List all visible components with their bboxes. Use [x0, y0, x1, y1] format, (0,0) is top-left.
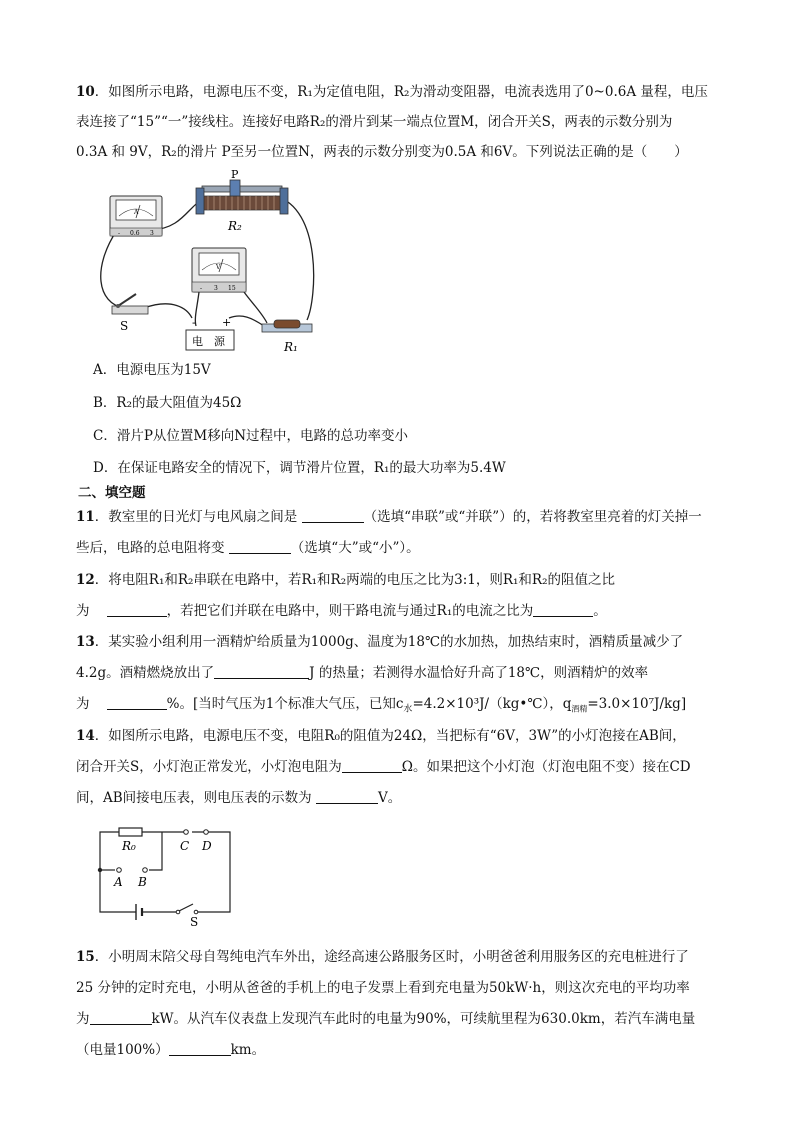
- q12-number: 12: [76, 572, 95, 588]
- q15-text-3b: kW。从汽车仪表盘上发现汽车此时的电量为90%，可续航里程为630.0km，若汽车满电量: [151, 1011, 696, 1027]
- q13-text-2a: 4.2g。酒精燃烧放出了: [76, 665, 215, 681]
- q14-circuit-figure: [92, 820, 242, 929]
- q12-text-1: ．将电阻R₁和R₂串联在电路中，若R₁和R₂两端的电压之比为3:1，则R₁和R₂的阻值之比: [94, 572, 615, 588]
- label-a: A: [114, 875, 123, 889]
- q13-blank-1[interactable]: [214, 664, 309, 679]
- q15-text-1: ．小明周末陪父母自驾纯电汽车外出，途经高速公路服务区时，小明爸爸利用服务区的充电桩进行了: [94, 949, 689, 965]
- switch-blade: [179, 904, 193, 911]
- q10-option-d: D．在保证电路安全的情况下，调节滑片位置，R₁的最大功率为5.4W: [93, 460, 506, 476]
- battery-label: 电 源: [192, 335, 225, 348]
- q11-blank-2[interactable]: [229, 539, 291, 554]
- q10-circuit-figure: [92, 168, 352, 358]
- q14-line2: [76, 757, 754, 777]
- q13-text-3d: =4.2×10³J/（kg•℃），q: [412, 696, 572, 712]
- q12-text-2c: 。: [593, 603, 607, 619]
- q11-text-2b: （选填“大”或“小”）。: [290, 540, 420, 556]
- q12-line1: [76, 570, 754, 590]
- wire: [144, 304, 192, 318]
- q10-text-3: 0.3A 和 9V，R₂的滑片 P至另一位置N，两表的示数分别变为0.5A 和6V。下列说法正确的是（ ）: [76, 144, 688, 160]
- q15-line4: [76, 1040, 754, 1060]
- q11-line2: [76, 538, 754, 558]
- q15-blank-2[interactable]: [169, 1041, 231, 1056]
- q10-text-1: ．如图所示电路，电源电压不变，R₁为定值电阻，R₂为滑动变阻器，电流表选用了0~0.6A 量程，电压: [94, 84, 708, 100]
- q12-text-2b: ，若把它们并联在电路中，则干路电流与通过R₁的电流之比为: [166, 603, 534, 619]
- svg-text:A: A: [134, 209, 139, 216]
- q12-blank-1[interactable]: [107, 602, 167, 617]
- wire: [101, 230, 124, 308]
- q13-sub-water: 水: [403, 704, 413, 715]
- q12-line2: [76, 601, 754, 621]
- label-d: D: [202, 839, 212, 853]
- q15-text-2: 25 分钟的定时充电，小明从爸爸的手机上的电子发票上看到充电量为50kW·h，则这次充电的平均功率: [76, 980, 690, 996]
- label-r1: R₁: [284, 340, 298, 354]
- label-s: S: [120, 319, 129, 333]
- wire: [195, 292, 199, 326]
- label-r0: R₀: [122, 839, 136, 853]
- q11-line1: [76, 507, 754, 527]
- q13-line3: [76, 694, 754, 720]
- q13-blank-2[interactable]: [107, 695, 167, 710]
- q15-text-4a: （电量100%）: [76, 1042, 169, 1058]
- terminal-c: [184, 830, 189, 835]
- q14-line3: [76, 788, 754, 808]
- wire: [149, 832, 162, 870]
- q13-text-1: ．某实验小组利用一酒精炉给质量为1000g、温度为18℃的水加热，加热结束时，酒精质量减少了: [94, 634, 684, 650]
- resistor-r1: [262, 320, 312, 354]
- label-s-q14: S: [190, 915, 199, 929]
- battery-plus: +: [222, 316, 232, 329]
- q11-text-1b: （选填“串联”或“并联”）的，若将教室里亮着的灯关掉一: [363, 509, 702, 525]
- q10-option-b: B．R₂的最大阻值为45Ω: [93, 395, 242, 411]
- switch-s: [112, 294, 148, 333]
- q11-text-1a: ．教室里的日光灯与电风扇之间是: [94, 509, 298, 525]
- q11-blank-1[interactable]: [302, 508, 364, 523]
- wire: [275, 196, 314, 320]
- q14-text-2a: 闭合开关S，小灯泡正常发光，小灯泡电阻为: [76, 759, 342, 775]
- q13-sub-alcohol: 酒精: [571, 704, 588, 714]
- q14-line1: [76, 726, 754, 746]
- voltmeter-tick-minus: -: [200, 285, 203, 292]
- q13-text-2b: J 的热量；若测得水温恰好升高了18℃，则酒精炉的效率: [309, 665, 649, 681]
- q14-text-2b: Ω。如果把这个小灯泡（灯泡电阻不变）接在CD: [401, 759, 691, 775]
- wire: [229, 316, 264, 326]
- voltmeter-tick-15: 15: [228, 285, 236, 292]
- q14-number: 14: [76, 728, 95, 744]
- q13-text-3b: %。[当时气压为1个标准大气压，已知c: [166, 696, 404, 712]
- terminal-b: [143, 868, 148, 873]
- ammeter-tick-3: 3: [150, 230, 154, 237]
- q14-blank-2[interactable]: [316, 789, 378, 804]
- q10-option-a: A．电源电压为15V: [93, 362, 211, 378]
- q10-line3: [76, 142, 754, 162]
- q14-text-1: ．如图所示电路，电源电压不变，电阻R₀的阻值为24Ω，当把标有“6V，3W”的小灯泡接在AB间，: [94, 728, 686, 744]
- q15-number: 15: [76, 949, 95, 965]
- battery-minus: -: [192, 316, 196, 329]
- q15-line3: [76, 1009, 754, 1029]
- q12-blank-2[interactable]: [533, 602, 593, 617]
- battery: [186, 316, 234, 350]
- q15-line2: [76, 978, 754, 998]
- rheostat-r2: [196, 168, 288, 233]
- switch-contact: [194, 910, 198, 914]
- terminal-a: [117, 868, 122, 873]
- junction-dot: [98, 868, 102, 872]
- q12-text-2a: 为: [76, 603, 90, 619]
- q11-number: 11: [76, 509, 95, 525]
- label-p: P: [231, 168, 239, 181]
- q10-number: 10: [76, 84, 95, 100]
- q13-line2: [76, 663, 754, 683]
- terminal-d: [204, 830, 209, 835]
- q10-text-2: 表连接了“15”“一”接线柱。连接好电路R₂的滑片到某一端点位置M，闭合开关S，两表的示数分别为: [76, 114, 673, 130]
- q14-text-3b: V。: [377, 790, 402, 806]
- label-c: C: [180, 839, 190, 853]
- q15-text-3a: 为: [76, 1011, 90, 1027]
- q14-text-3a: 间，AB间接电压表，则电压表的示数为: [76, 790, 312, 806]
- ammeter-tick-minus: -: [118, 230, 121, 237]
- voltmeter-tick-3: 3: [214, 285, 218, 292]
- ammeter-tick-0-6: 0.6: [130, 230, 140, 237]
- q13-text-3f: =3.0×10⁷J/kg]: [587, 696, 687, 712]
- q15-text-4b: km。: [230, 1042, 266, 1058]
- svg-text:V: V: [216, 264, 221, 271]
- q10-option-c: C．滑片P从位置M移向N过程中，电路的总功率变小: [93, 428, 409, 444]
- label-r2: R₂: [228, 219, 242, 233]
- q10-line2: [76, 112, 754, 132]
- q13-number: 13: [76, 634, 95, 650]
- resistor-r0: [119, 828, 142, 836]
- ammeter: [110, 196, 162, 237]
- section-title-fill-in: 二、填空题: [78, 485, 146, 501]
- q15-blank-1[interactable]: [90, 1010, 152, 1025]
- q14-blank-1[interactable]: [342, 758, 402, 773]
- q10-line1: [76, 82, 754, 102]
- wire: [244, 292, 267, 323]
- q15-line1: [76, 947, 754, 967]
- q13-text-3a: 为: [76, 696, 90, 712]
- q13-line1: [76, 632, 754, 652]
- label-b: B: [138, 875, 147, 889]
- voltmeter: [192, 248, 246, 292]
- q11-text-2a: 些后，电路的总电阻将变: [76, 540, 225, 556]
